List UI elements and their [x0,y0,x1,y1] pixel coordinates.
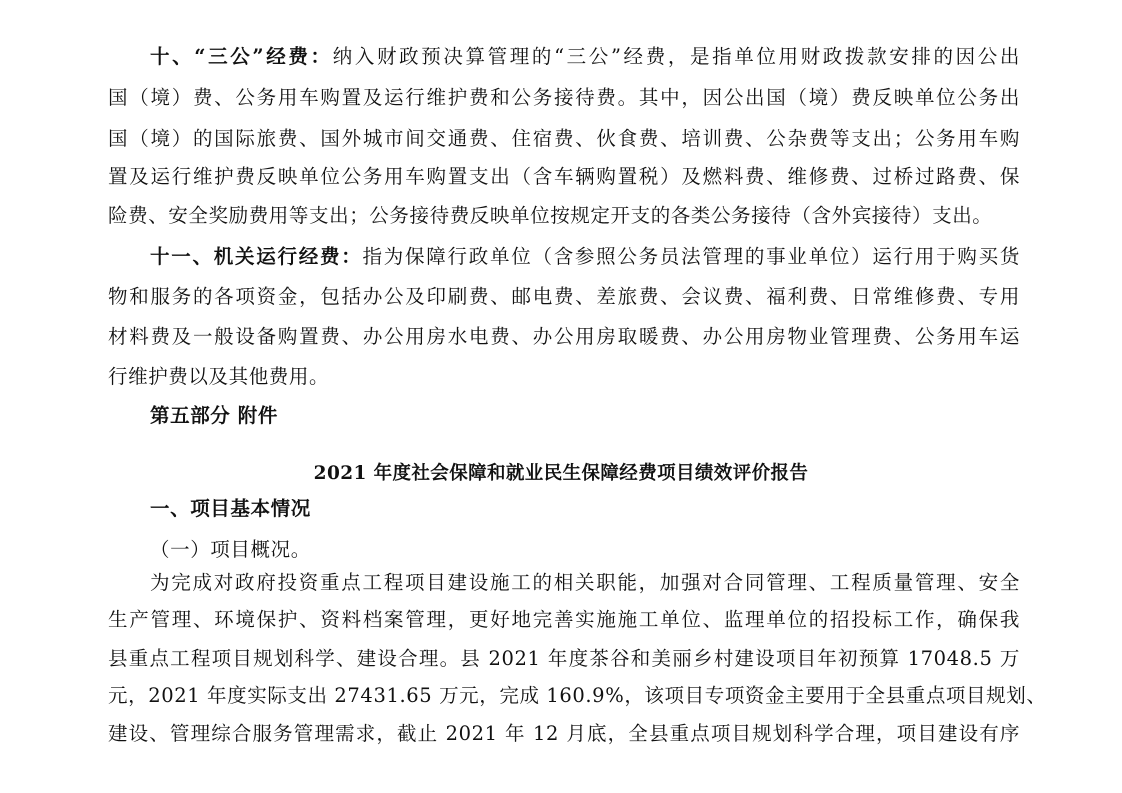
paragraph-line-5: 建设、管理综合服务管理需求，截止 2021 年 12 月底，全县重点项目规划科学合理，项目建设有序 [108,722,1020,745]
paragraph-line-4: 元，2021 年度实际支出 27431.65 万元，完成 160.9%，该项目专项资金主要用于全县重点项目规划、 [108,684,1047,707]
paragraph-line-2: 生产管理、环境保护、资料档案管理，更好地完善实施施工单位、监理单位的招投标工作，确保我 [108,608,1020,631]
report-title: 2021 年度社会保障和就业民生保障经费项目绩效评价报告 [313,463,809,484]
section-eleven-term: 十一、机关运行经费： [150,245,363,268]
section-ten-text: 纳入财政预决算管理的“三公”经费，是指单位用财政拨款安排的因公出 [332,45,1021,68]
section-ten-line-4: 置及运行维护费反映单位公务用车购置支出（含车辆购置税）及燃料费、维修费、过桥过路费、保 [108,165,1020,188]
part-five-heading: 第五部分 附件 [150,404,278,427]
section-ten-line-3: 国（境）的国际旅费、国外城市间交通费、住宿费、伙食费、培训费、公杂费等支出；公务用车购 [108,127,1020,150]
paragraph-line-1: 为完成对政府投资重点工程项目建设施工的相关职能，加强对合同管理、工程质量管理、安全 [150,571,1020,594]
section-eleven-line-1 [150,243,1020,271]
section-eleven-text: 指为保障行政单位（含参照公务员法管理的事业单位）运行用于购买货 [362,245,1020,268]
section-one-heading: 一、项目基本情况 [150,497,311,520]
section-ten-term: 十、“三公”经费： [150,45,333,68]
section-ten-line-1 [150,43,1020,71]
section-ten-line-5: 险费、安全奖励费用等支出；公务接待费反映单位按规定开支的各类公务接待（含外宾接待）支出。 [108,204,993,227]
section-eleven-line-2: 物和服务的各项资金，包括办公及印刷费、邮电费、差旅费、会议费、福利费、日常维修费、专用 [108,285,1020,308]
paragraph-line-3: 县重点工程项目规划科学、建设合理。县 2021 年度茶谷和美丽乡村建设项目年初预算 17048.5 万 [108,647,1020,670]
section-ten-line-2: 国（境）费、公务用车购置及运行维护费和公务接待费。其中，因公出国（境）费反映单位公务出 [108,86,1020,109]
section-eleven-line-4: 行维护费以及其他费用。 [108,365,330,388]
section-eleven-line-3: 材料费及一般设备购置费、办公用房水电费、办公用房取暖费、办公用房物业管理费、公务用车运 [108,325,1020,348]
subsection-one-heading: （一）项目概况。 [150,538,311,561]
